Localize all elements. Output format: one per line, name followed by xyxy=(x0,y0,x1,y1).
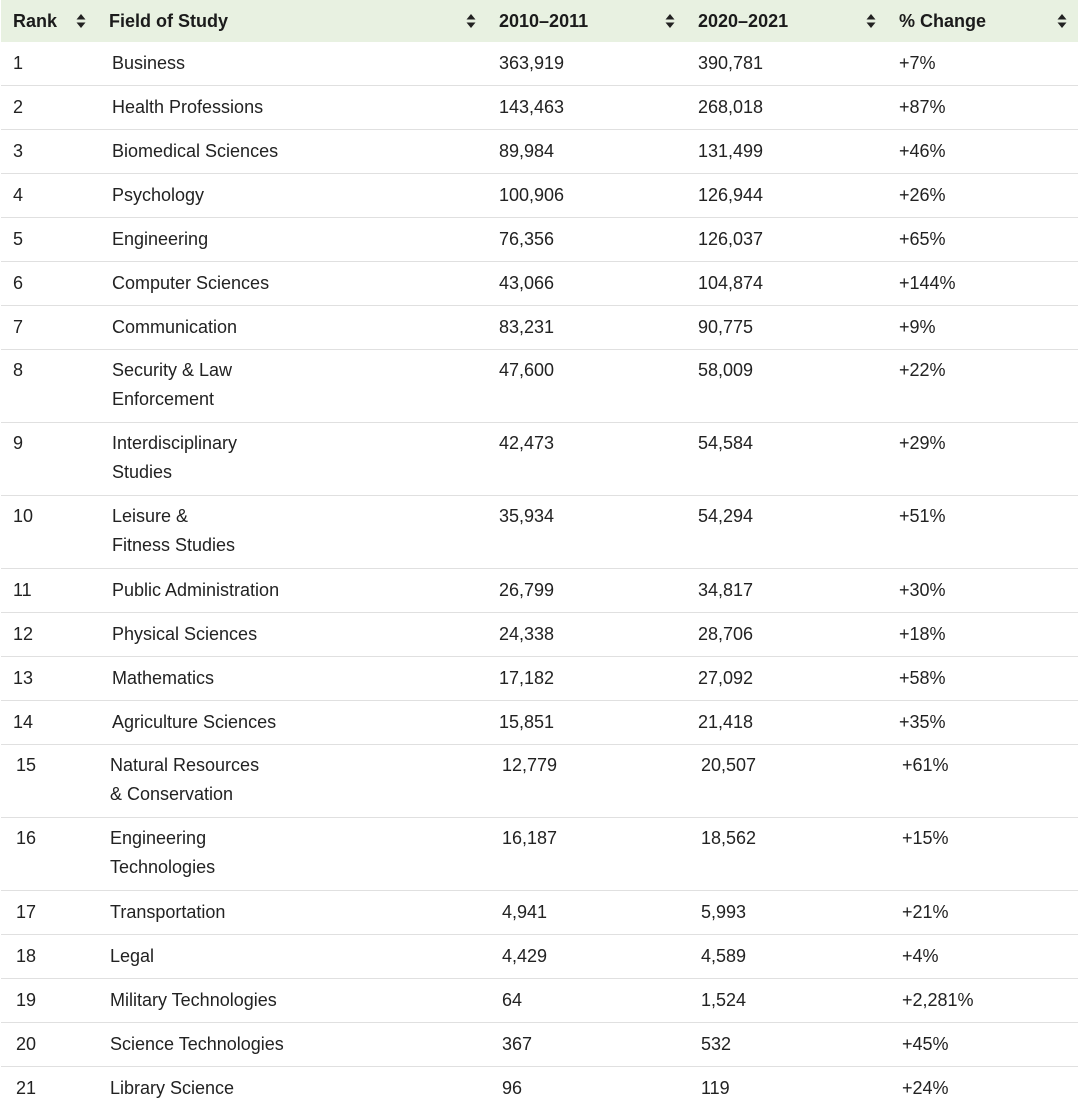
table-row xyxy=(1,174,1078,218)
value-2020-2021-cell: 1,524 xyxy=(686,979,887,1023)
table-row xyxy=(1,657,1078,701)
value-2020-2021-cell: 126,944 xyxy=(686,174,887,218)
value-2010-2011-cell: 143,463 xyxy=(487,86,686,130)
value-2010-2011-cell: 26,799 xyxy=(487,569,686,613)
column-header-field[interactable] xyxy=(97,0,487,42)
column-label-2020-2021: 2020–2021 xyxy=(698,11,788,31)
value-2010-2011-cell: 15,851 xyxy=(487,701,686,745)
value-2010-2011-cell: 4,941 xyxy=(487,891,686,935)
pct-change-cell: +9% xyxy=(887,306,1078,350)
field-cell xyxy=(97,42,487,86)
field-cell xyxy=(97,701,487,745)
rank-cell: 18 xyxy=(1,935,97,979)
pct-change-cell: +51% xyxy=(887,496,1078,569)
pct-change-cell: +30% xyxy=(887,569,1078,613)
value-2010-2011-cell: 24,338 xyxy=(487,613,686,657)
field-line: Studies xyxy=(112,458,473,487)
field-line: Legal xyxy=(110,942,473,971)
pct-change-cell: +58% xyxy=(887,657,1078,701)
value-2010-2011-cell: 16,187 xyxy=(487,818,686,891)
table-row xyxy=(1,613,1078,657)
table-row xyxy=(1,306,1078,350)
field-line: Biomedical Sciences xyxy=(112,137,473,166)
value-2010-2011-cell: 4,429 xyxy=(487,935,686,979)
field-line: Science Technologies xyxy=(110,1030,473,1059)
table-header xyxy=(1,0,1078,42)
value-2010-2011-cell: 35,934 xyxy=(487,496,686,569)
value-2020-2021-cell: 532 xyxy=(686,1023,887,1067)
table-row xyxy=(1,86,1078,130)
value-2020-2021-cell: 268,018 xyxy=(686,86,887,130)
field-cell xyxy=(97,86,487,130)
field-line: Engineering xyxy=(110,824,473,853)
field-line: Computer Sciences xyxy=(112,269,473,298)
pct-change-cell: +4% xyxy=(887,935,1078,979)
column-header-2010-2011[interactable] xyxy=(487,0,686,42)
pct-change-cell: +26% xyxy=(887,174,1078,218)
field-cell xyxy=(97,306,487,350)
table-row xyxy=(1,935,1078,979)
table-row xyxy=(1,979,1078,1023)
value-2020-2021-cell: 27,092 xyxy=(686,657,887,701)
rank-cell: 19 xyxy=(1,979,97,1023)
table-row xyxy=(1,745,1078,818)
field-cell xyxy=(97,496,487,569)
value-2010-2011-cell: 12,779 xyxy=(487,745,686,818)
pct-change-cell: +45% xyxy=(887,1023,1078,1067)
value-2020-2021-cell: 5,993 xyxy=(686,891,887,935)
table-body xyxy=(1,42,1078,1110)
value-2010-2011-cell: 100,906 xyxy=(487,174,686,218)
field-line: Public Administration xyxy=(112,576,473,605)
field-cell xyxy=(97,1023,487,1067)
sort-arrows-icon[interactable] xyxy=(76,13,86,29)
value-2020-2021-cell: 28,706 xyxy=(686,613,887,657)
field-cell xyxy=(97,745,487,818)
table-row xyxy=(1,423,1078,496)
value-2020-2021-cell: 131,499 xyxy=(686,130,887,174)
value-2020-2021-cell: 21,418 xyxy=(686,701,887,745)
rank-cell: 5 xyxy=(1,218,97,262)
rank-cell: 7 xyxy=(1,306,97,350)
sort-arrows-icon[interactable] xyxy=(1057,13,1067,29)
value-2020-2021-cell: 390,781 xyxy=(686,42,887,86)
column-label-rank: Rank xyxy=(13,11,57,31)
table-row xyxy=(1,262,1078,306)
value-2020-2021-cell: 54,294 xyxy=(686,496,887,569)
pct-change-cell: +144% xyxy=(887,262,1078,306)
field-line: Transportation xyxy=(110,898,473,927)
field-line: Agriculture Sciences xyxy=(112,708,473,737)
pct-change-cell: +24% xyxy=(887,1067,1078,1110)
rank-cell: 2 xyxy=(1,86,97,130)
field-line: Physical Sciences xyxy=(112,620,473,649)
value-2010-2011-cell: 64 xyxy=(487,979,686,1023)
pct-change-cell: +15% xyxy=(887,818,1078,891)
value-2020-2021-cell: 20,507 xyxy=(686,745,887,818)
pct-change-cell: +61% xyxy=(887,745,1078,818)
field-cell xyxy=(97,569,487,613)
value-2010-2011-cell: 76,356 xyxy=(487,218,686,262)
rank-cell: 6 xyxy=(1,262,97,306)
field-line: Military Technologies xyxy=(110,986,473,1015)
value-2020-2021-cell: 4,589 xyxy=(686,935,887,979)
value-2010-2011-cell: 43,066 xyxy=(487,262,686,306)
field-line: Enforcement xyxy=(112,385,473,414)
rank-cell: 4 xyxy=(1,174,97,218)
rank-cell: 3 xyxy=(1,130,97,174)
field-cell xyxy=(97,174,487,218)
rank-cell: 1 xyxy=(1,42,97,86)
field-cell xyxy=(97,218,487,262)
rank-cell: 21 xyxy=(1,1067,97,1110)
value-2020-2021-cell: 126,037 xyxy=(686,218,887,262)
pct-change-cell: +18% xyxy=(887,613,1078,657)
field-line: & Conservation xyxy=(110,780,473,809)
column-label-pct-change: % Change xyxy=(899,11,986,31)
field-cell xyxy=(97,130,487,174)
value-2010-2011-cell: 96 xyxy=(487,1067,686,1110)
field-line: Engineering xyxy=(112,225,473,254)
rank-cell: 14 xyxy=(1,701,97,745)
field-line: Technologies xyxy=(110,853,473,882)
rank-cell: 13 xyxy=(1,657,97,701)
field-line: Fitness Studies xyxy=(112,531,473,560)
value-2020-2021-cell: 34,817 xyxy=(686,569,887,613)
rank-cell: 17 xyxy=(1,891,97,935)
pct-change-cell: +35% xyxy=(887,701,1078,745)
value-2020-2021-cell: 18,562 xyxy=(686,818,887,891)
table-row xyxy=(1,350,1078,423)
rank-cell: 11 xyxy=(1,569,97,613)
header-row xyxy=(1,0,1078,42)
rank-cell: 10 xyxy=(1,496,97,569)
pct-change-cell: +65% xyxy=(887,218,1078,262)
field-line: Mathematics xyxy=(112,664,473,693)
table-row xyxy=(1,818,1078,891)
value-2010-2011-cell: 47,600 xyxy=(487,350,686,423)
field-line: Communication xyxy=(112,313,473,342)
field-line: Psychology xyxy=(112,181,473,210)
field-line: Business xyxy=(112,49,473,78)
pct-change-cell: +87% xyxy=(887,86,1078,130)
field-line: Leisure & xyxy=(112,502,473,531)
column-label-field: Field of Study xyxy=(109,11,228,31)
value-2020-2021-cell: 104,874 xyxy=(686,262,887,306)
pct-change-cell: +29% xyxy=(887,423,1078,496)
degrees-table xyxy=(1,0,1078,1110)
rank-cell: 12 xyxy=(1,613,97,657)
value-2010-2011-cell: 363,919 xyxy=(487,42,686,86)
value-2010-2011-cell: 89,984 xyxy=(487,130,686,174)
table-row xyxy=(1,701,1078,745)
table-row xyxy=(1,569,1078,613)
field-line: Health Professions xyxy=(112,93,473,122)
column-header-rank[interactable] xyxy=(1,0,97,42)
value-2020-2021-cell: 54,584 xyxy=(686,423,887,496)
value-2010-2011-cell: 83,231 xyxy=(487,306,686,350)
pct-change-cell: +46% xyxy=(887,130,1078,174)
rank-cell: 8 xyxy=(1,350,97,423)
value-2020-2021-cell: 90,775 xyxy=(686,306,887,350)
rank-cell: 20 xyxy=(1,1023,97,1067)
table-row xyxy=(1,130,1078,174)
value-2010-2011-cell: 17,182 xyxy=(487,657,686,701)
table-row xyxy=(1,42,1078,86)
table-row xyxy=(1,1067,1078,1110)
sort-arrows-icon[interactable] xyxy=(866,13,876,29)
field-line: Interdisciplinary xyxy=(112,429,473,458)
value-2010-2011-cell: 42,473 xyxy=(487,423,686,496)
field-cell xyxy=(97,613,487,657)
field-cell xyxy=(97,935,487,979)
rank-cell: 16 xyxy=(1,818,97,891)
pct-change-cell: +7% xyxy=(887,42,1078,86)
table-row xyxy=(1,1023,1078,1067)
pct-change-cell: +22% xyxy=(887,350,1078,423)
column-label-2010-2011: 2010–2011 xyxy=(499,11,588,31)
value-2020-2021-cell: 58,009 xyxy=(686,350,887,423)
field-line: Natural Resources xyxy=(110,751,473,780)
field-cell xyxy=(97,423,487,496)
field-cell xyxy=(97,1067,487,1110)
field-line: Library Science xyxy=(110,1074,473,1103)
sort-arrows-icon[interactable] xyxy=(466,13,476,29)
field-cell xyxy=(97,657,487,701)
rank-cell: 15 xyxy=(1,745,97,818)
table-row xyxy=(1,496,1078,569)
field-cell xyxy=(97,891,487,935)
pct-change-cell: +2,281% xyxy=(887,979,1078,1023)
pct-change-cell: +21% xyxy=(887,891,1078,935)
table-row xyxy=(1,891,1078,935)
column-header-pct-change[interactable] xyxy=(887,0,1078,42)
field-line: Security & Law xyxy=(112,356,473,385)
field-cell xyxy=(97,979,487,1023)
field-cell xyxy=(97,350,487,423)
column-header-2020-2021[interactable] xyxy=(686,0,887,42)
field-cell xyxy=(97,262,487,306)
rank-cell: 9 xyxy=(1,423,97,496)
table-row xyxy=(1,218,1078,262)
value-2010-2011-cell: 367 xyxy=(487,1023,686,1067)
sort-arrows-icon[interactable] xyxy=(665,13,675,29)
value-2020-2021-cell: 119 xyxy=(686,1067,887,1110)
field-cell xyxy=(97,818,487,891)
